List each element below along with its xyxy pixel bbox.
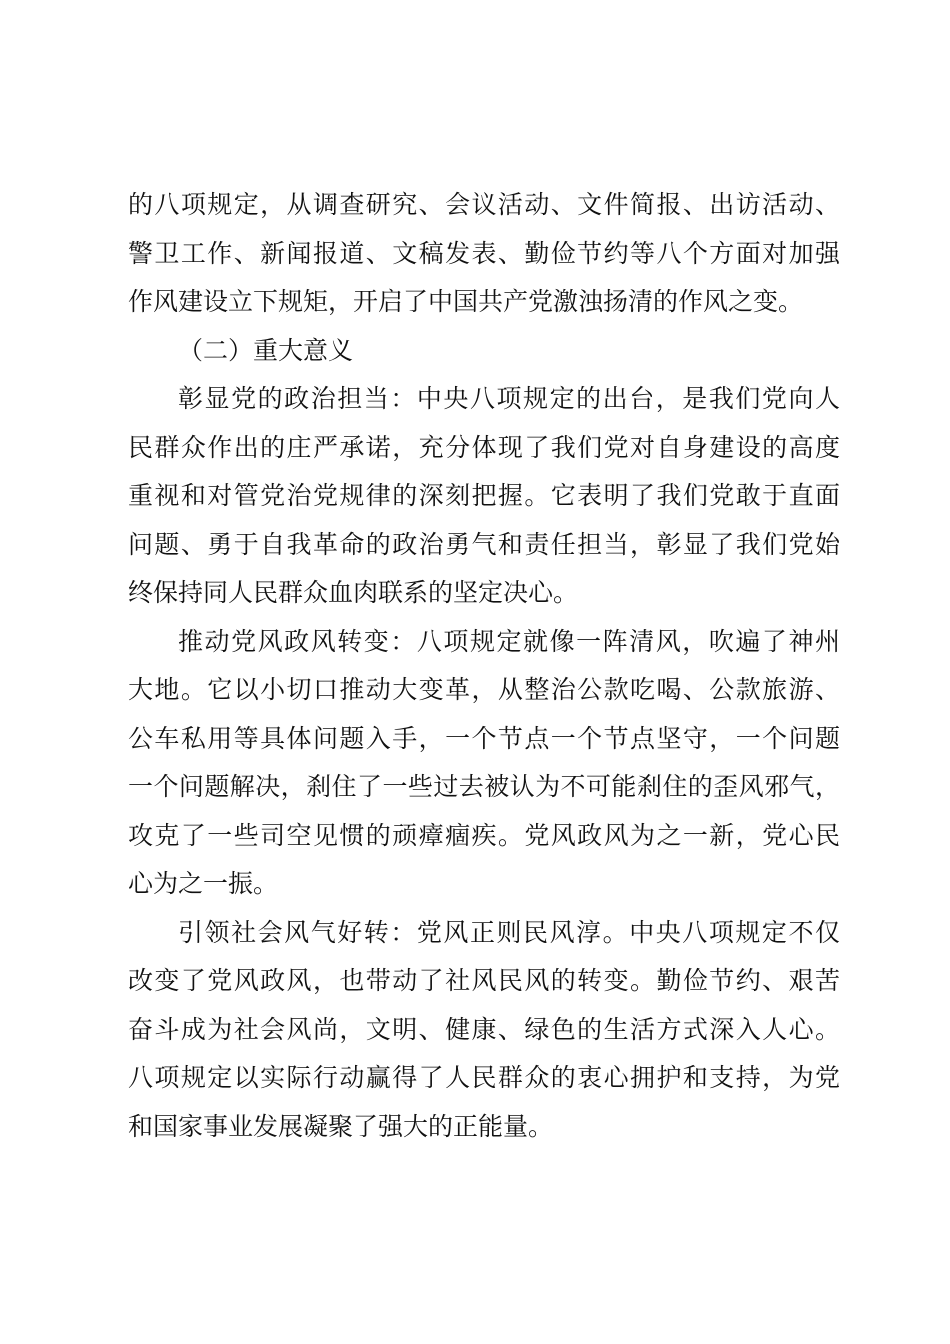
text-line: 一个问题解决，刹住了一些过去被认为不可能刹住的歪风邪气， <box>128 772 840 801</box>
text-line: 的八项规定，从调查研究、会议活动、文件简报、出访活动、 <box>128 190 840 219</box>
text-line: 和国家事业发展凝聚了强大的正能量。 <box>128 1111 554 1141</box>
text-line: 推动党风政风转变：八项规定就像一阵清风，吹遍了神州 <box>178 626 840 656</box>
paragraph-social-atmosphere <box>128 909 840 1152</box>
section-heading <box>128 327 840 376</box>
paragraph-party-style-change <box>128 618 840 909</box>
text-line: 彰显党的政治担当：中央八项规定的出台，是我们党向人 <box>178 384 840 413</box>
text-line: 问题、勇于自我革命的政治勇气和责任担当，彰显了我们党始 <box>128 529 840 559</box>
text-line: 大地。它以小切口推动大变革，从整治公款吃喝、公款旅游、 <box>128 675 840 704</box>
text-line: 民群众作出的庄严承诺，充分体现了我们党对自身建设的高度 <box>128 432 840 462</box>
text-line: 作风建设立下规矩，开启了中国共产党激浊扬清的作风之变。 <box>128 287 804 316</box>
paragraph-political-responsibility <box>128 375 840 618</box>
text-line: 重视和对管党治党规律的深刻把握。它表明了我们党敢于直面 <box>128 481 840 510</box>
text-line: 警卫工作、新闻报道、文稿发表、勤俭节约等八个方面对加强 <box>128 238 840 268</box>
text-line: 引领社会风气好转：党风正则民风淳。中央八项规定不仅 <box>178 917 840 947</box>
text-line: 攻克了一些司空见惯的顽瘴痼疾。党风政风为之一新，党心民 <box>128 820 840 850</box>
paragraph-intro-continuation <box>128 181 840 327</box>
text-line: 奋斗成为社会风尚，文明、健康、绿色的生活方式深入人心。 <box>128 1014 840 1044</box>
document-body <box>128 181 840 1151</box>
section-heading-text: （二）重大意义 <box>178 335 354 365</box>
text-line: 心为之一振。 <box>128 869 279 898</box>
text-line: 公车私用等具体问题入手，一个节点一个节点坚守，一个问题 <box>128 723 840 753</box>
text-line: 八项规定以实际行动赢得了人民群众的衷心拥护和支持，为党 <box>128 1063 840 1092</box>
text-line: 终保持同人民群众血肉联系的坚定决心。 <box>128 578 579 607</box>
text-line: 改变了党风政风，也带动了社风民风的转变。勤俭节约、艰苦 <box>128 966 840 995</box>
